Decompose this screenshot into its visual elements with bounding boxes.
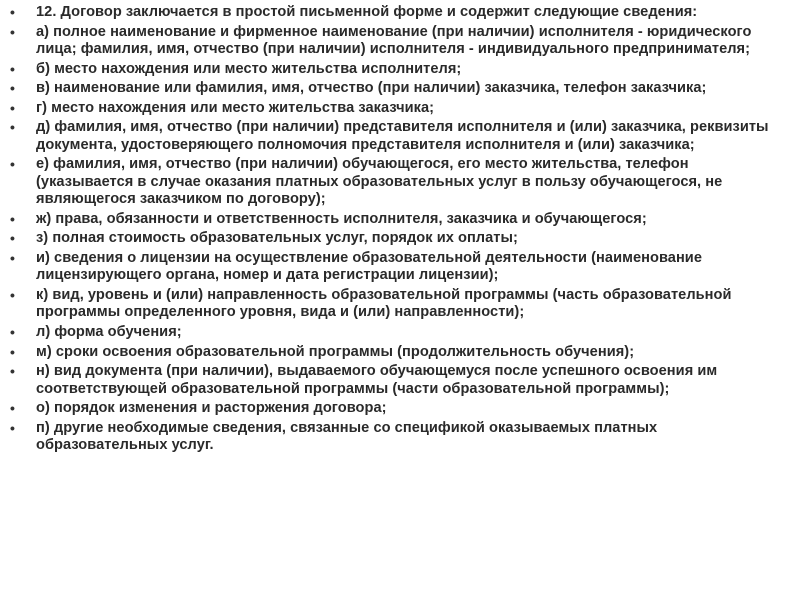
list-item xyxy=(8,287,786,322)
item-text: з) полная стоимость образовательных услуг, порядок их оплаты; xyxy=(36,230,518,247)
item-text: и) сведения о лицензии на осуществление образовательной деятельности (наименование лицензирующего органа, номер и дата регистрации лицензии); xyxy=(36,249,702,284)
bullet-icon: • xyxy=(10,156,15,173)
bullet-icon: • xyxy=(10,230,15,247)
list-item xyxy=(8,400,786,417)
item-text: б) место нахождения или место жительства исполнителя; xyxy=(36,60,462,77)
item-text: м) сроки освоения образовательной программы (продолжительность обучения); xyxy=(36,343,635,360)
bullet-icon: • xyxy=(10,400,15,417)
list-item xyxy=(8,324,786,341)
item-text: ж) права, обязанности и ответственность исполнителя, заказчика и обучающегося; xyxy=(36,210,647,227)
list-item xyxy=(8,420,786,455)
list-item xyxy=(8,156,786,208)
item-text: в) наименование или фамилия, имя, отчество (при наличии) заказчика, телефон заказчика; xyxy=(36,80,707,97)
list-item xyxy=(8,24,786,59)
list-item xyxy=(8,250,786,285)
list-item xyxy=(8,100,786,117)
list-item xyxy=(8,363,786,398)
list-item xyxy=(8,80,786,97)
bullet-icon: • xyxy=(10,4,15,20)
item-text: е) фамилия, имя, отчество (при наличии) обучающегося, его место жительства, телефон (указывается в случае оказания платных образовательных услуг в пользу обучающегося, не являющегося заказчиком по договору); xyxy=(36,156,723,208)
bullet-list xyxy=(8,4,786,455)
list-item xyxy=(8,61,786,78)
bullet-icon: • xyxy=(10,99,15,116)
bullet-icon: • xyxy=(10,80,15,97)
bullet-icon: • xyxy=(10,210,15,227)
item-text: п) другие необходимые сведения, связанные со спецификой оказываемых платных образовательных услуг. xyxy=(36,419,658,454)
list-item xyxy=(8,4,786,21)
bullet-icon: • xyxy=(10,119,15,136)
bullet-icon: • xyxy=(10,60,15,77)
bullet-icon: • xyxy=(10,23,15,40)
list-item xyxy=(8,230,786,247)
item-text: 12. Договор заключается в простой письменной форме и содержит следующие сведения: xyxy=(36,4,698,20)
item-text: а) полное наименование и фирменное наименование (при наличии) исполнителя - юридического лица; фамилия, имя, отчество (при наличии) исполнителя - индивидуального предпринимателя; xyxy=(36,23,752,57)
list-item xyxy=(8,119,786,154)
bullet-icon: • xyxy=(10,249,15,266)
bullet-icon: • xyxy=(10,419,15,436)
item-text: о) порядок изменения и расторжения договора; xyxy=(36,400,387,417)
bullet-icon: • xyxy=(10,286,15,303)
list-item xyxy=(8,211,786,228)
item-text: г) место нахождения или место жительства заказчика; xyxy=(36,99,435,116)
item-text: д) фамилия, имя, отчество (при наличии) представителя исполнителя и (или) заказчика, реквизиты документа, удостоверяющего полномочия представителя исполнителя и (или) заказчика; xyxy=(36,119,769,153)
item-text: л) форма обучения; xyxy=(36,323,182,340)
bullet-icon: • xyxy=(10,343,15,360)
item-text: к) вид, уровень и (или) направленность образовательной программы (часть образовательной программы определенного уровня, вида и (или) направленности); xyxy=(36,286,732,321)
item-text: н) вид документа (при наличии), выдаваемого обучающемуся после успешного освоения им соответствующей образовательной программы (части образовательной программы); xyxy=(36,363,718,397)
list-item xyxy=(8,344,786,361)
bullet-icon: • xyxy=(10,363,15,380)
bullet-icon: • xyxy=(10,323,15,340)
